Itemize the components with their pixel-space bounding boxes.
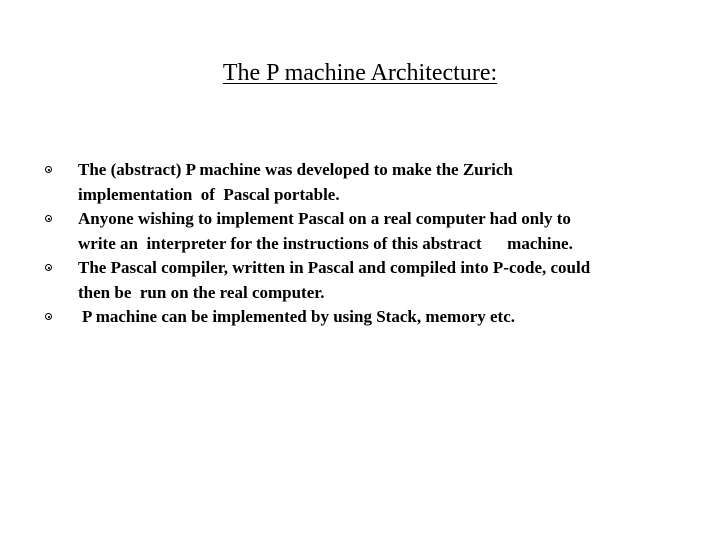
bullet-item — [40, 158, 700, 207]
bullet-marker-icon — [45, 215, 52, 222]
bullet-line: The (abstract) P machine was developed to make the Zurich — [78, 160, 513, 179]
bullet-line: The Pascal compiler, written in Pascal and compiled into P-code, could — [78, 258, 591, 277]
bullet-line: P machine can be implemented by using Stack, memory etc. — [82, 307, 515, 326]
bullet-marker-icon — [45, 264, 52, 271]
slide-title: The P machine Architecture: — [222, 60, 498, 86]
bullet-item — [40, 256, 700, 305]
bullet-marker-icon — [45, 166, 52, 173]
bullet-line: Anyone wishing to implement Pascal on a real computer had only to — [78, 209, 571, 228]
bullet-item — [40, 305, 700, 330]
bullet-item — [40, 207, 700, 256]
bullet-marker-icon — [45, 313, 52, 320]
bullet-line: implementation of Pascal portable. — [78, 184, 340, 204]
bullet-line: then be run on the real computer. — [78, 282, 325, 302]
bullet-line: write an interpreter for the instructions of this abstract machine. — [78, 233, 573, 253]
bullet-list — [40, 158, 700, 330]
